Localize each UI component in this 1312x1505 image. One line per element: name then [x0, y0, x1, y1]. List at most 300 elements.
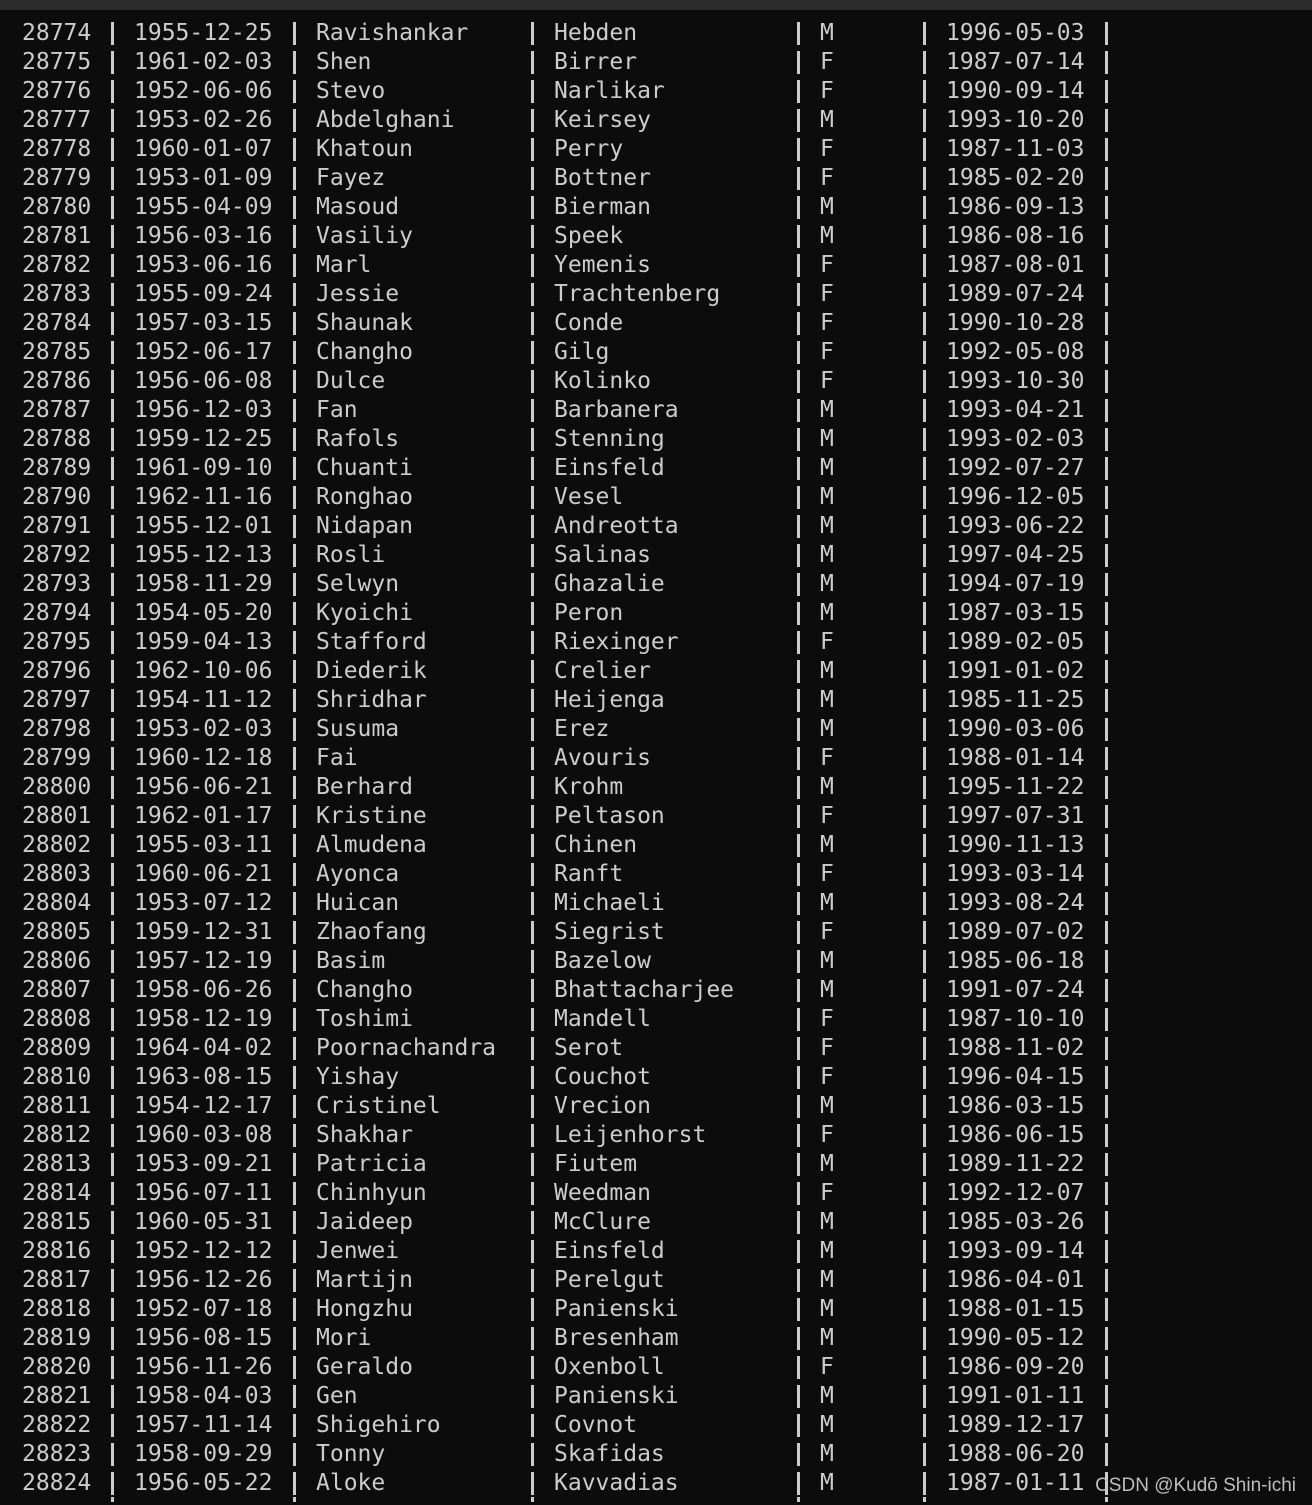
table-row: [0, 802, 1312, 831]
column-separator: [923, 892, 926, 915]
hire-date-cell: 1993-02-03: [946, 426, 1085, 452]
column-separator: [293, 1298, 296, 1321]
gender-cell: M: [820, 484, 834, 510]
last-name-cell: Chinen: [554, 832, 638, 858]
table-row: [0, 251, 1312, 280]
column-separator: [111, 399, 114, 422]
table-row: [0, 193, 1312, 222]
last-name-cell: Hebden: [554, 20, 638, 46]
emp-no-cell: 28794: [22, 600, 92, 626]
column-separator: [111, 689, 114, 712]
column-separator: [293, 22, 296, 45]
column-separator: [111, 921, 114, 944]
last-name-cell: Leijenhorst: [554, 1122, 707, 1148]
column-separator: [797, 979, 800, 1002]
column-separator: [797, 1385, 800, 1408]
column-separator: [293, 1472, 296, 1495]
column-separator: [111, 834, 114, 857]
emp-no-cell: 28795: [22, 629, 92, 655]
emp-no-cell: 28804: [22, 890, 92, 916]
table-row: [0, 686, 1312, 715]
column-separator: [293, 863, 296, 886]
first-name-cell: Fan: [316, 397, 358, 423]
table-row: [0, 309, 1312, 338]
column-separator: [531, 1472, 534, 1495]
column-separator: [797, 486, 800, 509]
table-row: [0, 1295, 1312, 1324]
birth-date-cell: 1957-11-14: [134, 1412, 273, 1438]
watermark: CSDN @Kudō Shin-ichi: [1095, 1475, 1296, 1496]
emp-no-cell: 28775: [22, 49, 92, 75]
column-separator: [1105, 196, 1108, 219]
hire-date-cell: 1986-06-15: [946, 1122, 1085, 1148]
birth-date-cell: 1958-04-03: [134, 1383, 273, 1409]
column-separator: [1105, 718, 1108, 741]
first-name-cell: Aloke: [316, 1470, 386, 1496]
first-name-cell: Tonny: [316, 1441, 386, 1467]
column-separator: [797, 602, 800, 625]
column-separator: [1105, 1414, 1108, 1437]
column-separator: [293, 399, 296, 422]
column-separator: [923, 1153, 926, 1176]
hire-date-cell: 1987-07-14: [946, 49, 1085, 75]
column-separator: [797, 51, 800, 74]
table-row: [0, 1150, 1312, 1179]
column-separator: [111, 22, 114, 45]
column-separator: [111, 254, 114, 277]
last-name-cell: Speek: [554, 223, 624, 249]
emp-no-cell: 28792: [22, 542, 92, 568]
birth-date-cell: 1963-08-15: [134, 1064, 273, 1090]
gender-cell: M: [820, 977, 834, 1003]
gender-cell: F: [820, 1035, 834, 1061]
column-separator: [531, 283, 534, 306]
column-separator: [293, 573, 296, 596]
column-separator: [797, 1356, 800, 1379]
table-row: [0, 628, 1312, 657]
first-name-cell: Hongzhu: [316, 1296, 413, 1322]
column-separator: [531, 341, 534, 364]
column-separator: [923, 544, 926, 567]
gender-cell: M: [820, 426, 834, 452]
last-name-cell: Kolinko: [554, 368, 651, 394]
emp-no-cell: 28780: [22, 194, 92, 220]
hire-date-cell: 1989-07-24: [946, 281, 1085, 307]
emp-no-cell: 28800: [22, 774, 92, 800]
emp-no-cell: 28821: [22, 1383, 92, 1409]
column-separator: [111, 1037, 114, 1060]
column-separator: [293, 1497, 296, 1502]
hire-date-cell: 1994-07-19: [946, 571, 1085, 597]
column-separator: [111, 283, 114, 306]
hire-date-cell: 1993-09-14: [946, 1238, 1085, 1264]
column-separator: [531, 602, 534, 625]
gender-cell: F: [820, 1180, 834, 1206]
column-separator: [111, 1095, 114, 1118]
column-separator: [923, 776, 926, 799]
column-separator: [531, 1414, 534, 1437]
birth-date-cell: 1956-03-16: [134, 223, 273, 249]
column-separator: [293, 138, 296, 161]
emp-no-cell: 28813: [22, 1151, 92, 1177]
birth-date-cell: 1953-01-09: [134, 165, 273, 191]
column-separator: [1105, 109, 1108, 132]
birth-date-cell: 1957-12-19: [134, 948, 273, 974]
column-separator: [797, 109, 800, 132]
column-separator: [797, 167, 800, 190]
column-separator: [293, 515, 296, 538]
last-name-cell: Panienski: [554, 1296, 679, 1322]
column-separator: [797, 892, 800, 915]
emp-no-cell: 28786: [22, 368, 92, 394]
column-separator: [111, 805, 114, 828]
hire-date-cell: 1992-05-08: [946, 339, 1085, 365]
last-name-cell: Ghazalie: [554, 571, 665, 597]
column-separator: [531, 660, 534, 683]
column-separator: [923, 834, 926, 857]
first-name-cell: Rafols: [316, 426, 400, 452]
last-name-cell: Perry: [554, 136, 624, 162]
hire-date-cell: 1993-10-30: [946, 368, 1085, 394]
emp-no-cell: 28814: [22, 1180, 92, 1206]
column-separator: [531, 109, 534, 132]
column-separator: [797, 254, 800, 277]
first-name-cell: Fai: [316, 745, 358, 771]
gender-cell: M: [820, 600, 834, 626]
gender-cell: M: [820, 223, 834, 249]
hire-date-cell: 1986-04-01: [946, 1267, 1085, 1293]
column-separator: [797, 515, 800, 538]
last-name-cell: Serot: [554, 1035, 624, 1061]
table-row: [0, 164, 1312, 193]
column-separator: [531, 1153, 534, 1176]
column-separator: [293, 109, 296, 132]
column-separator: [923, 167, 926, 190]
hire-date-cell: 1997-04-25: [946, 542, 1085, 568]
gender-cell: M: [820, 194, 834, 220]
birth-date-cell: 1956-06-08: [134, 368, 273, 394]
column-separator: [293, 892, 296, 915]
gender-cell: F: [820, 310, 834, 336]
column-separator: [1105, 1095, 1108, 1118]
birth-date-cell: 1955-12-01: [134, 513, 273, 539]
partial-row: [0, 1497, 1312, 1505]
column-separator: [797, 660, 800, 683]
first-name-cell: Patricia: [316, 1151, 427, 1177]
column-separator: [293, 718, 296, 741]
last-name-cell: Vesel: [554, 484, 624, 510]
column-separator: [531, 979, 534, 1002]
column-separator: [1105, 631, 1108, 654]
column-separator: [923, 312, 926, 335]
emp-no-cell: 28806: [22, 948, 92, 974]
last-name-cell: Andreotta: [554, 513, 679, 539]
emp-no-cell: 28779: [22, 165, 92, 191]
column-separator: [531, 486, 534, 509]
column-separator: [797, 428, 800, 451]
emp-no-cell: 28790: [22, 484, 92, 510]
column-separator: [293, 689, 296, 712]
hire-date-cell: 1988-01-15: [946, 1296, 1085, 1322]
gender-cell: M: [820, 1325, 834, 1351]
gender-cell: F: [820, 745, 834, 771]
hire-date-cell: 1996-05-03: [946, 20, 1085, 46]
hire-date-cell: 1990-05-12: [946, 1325, 1085, 1351]
column-separator: [111, 428, 114, 451]
column-separator: [111, 631, 114, 654]
column-separator: [1105, 1066, 1108, 1089]
column-separator: [293, 1037, 296, 1060]
column-separator: [1105, 747, 1108, 770]
column-separator: [923, 399, 926, 422]
column-separator: [293, 1124, 296, 1147]
column-separator: [293, 1182, 296, 1205]
column-separator: [293, 486, 296, 509]
hire-date-cell: 1985-02-20: [946, 165, 1085, 191]
column-separator: [797, 1037, 800, 1060]
table-row: [0, 1208, 1312, 1237]
column-separator: [923, 1327, 926, 1350]
emp-no-cell: 28807: [22, 977, 92, 1003]
first-name-cell: Geraldo: [316, 1354, 413, 1380]
emp-no-cell: 28793: [22, 571, 92, 597]
column-separator: [797, 312, 800, 335]
column-separator: [293, 1414, 296, 1437]
emp-no-cell: 28818: [22, 1296, 92, 1322]
table-row: [0, 135, 1312, 164]
window-top-strip: [0, 0, 1312, 10]
column-separator: [1105, 486, 1108, 509]
gender-cell: F: [820, 281, 834, 307]
birth-date-cell: 1959-12-25: [134, 426, 273, 452]
emp-no-cell: 28787: [22, 397, 92, 423]
column-separator: [111, 573, 114, 596]
hire-date-cell: 1993-03-14: [946, 861, 1085, 887]
hire-date-cell: 1989-02-05: [946, 629, 1085, 655]
column-separator: [923, 805, 926, 828]
first-name-cell: Shakhar: [316, 1122, 413, 1148]
first-name-cell: Ronghao: [316, 484, 413, 510]
last-name-cell: Kavvadias: [554, 1470, 679, 1496]
column-separator: [923, 1037, 926, 1060]
column-separator: [293, 544, 296, 567]
hire-date-cell: 1992-07-27: [946, 455, 1085, 481]
emp-no-cell: 28820: [22, 1354, 92, 1380]
column-separator: [531, 1037, 534, 1060]
birth-date-cell: 1954-05-20: [134, 600, 273, 626]
emp-no-cell: 28816: [22, 1238, 92, 1264]
birth-date-cell: 1961-02-03: [134, 49, 273, 75]
first-name-cell: Selwyn: [316, 571, 400, 597]
column-separator: [1105, 1037, 1108, 1060]
birth-date-cell: 1952-12-12: [134, 1238, 273, 1264]
emp-no-cell: 28776: [22, 78, 92, 104]
column-separator: [531, 573, 534, 596]
column-separator: [1105, 1153, 1108, 1176]
column-separator: [111, 312, 114, 335]
first-name-cell: Fayez: [316, 165, 386, 191]
column-separator: [923, 921, 926, 944]
gender-cell: M: [820, 397, 834, 423]
column-separator: [111, 1497, 114, 1502]
hire-date-cell: 1986-09-13: [946, 194, 1085, 220]
birth-date-cell: 1956-06-21: [134, 774, 273, 800]
column-separator: [293, 747, 296, 770]
hire-date-cell: 1985-03-26: [946, 1209, 1085, 1235]
birth-date-cell: 1954-12-17: [134, 1093, 273, 1119]
column-separator: [1105, 51, 1108, 74]
first-name-cell: Jessie: [316, 281, 400, 307]
first-name-cell: Susuma: [316, 716, 400, 742]
gender-cell: M: [820, 1412, 834, 1438]
column-separator: [1105, 776, 1108, 799]
column-separator: [923, 1385, 926, 1408]
column-separator: [111, 1472, 114, 1495]
birth-date-cell: 1956-11-26: [134, 1354, 273, 1380]
column-separator: [531, 225, 534, 248]
column-separator: [923, 747, 926, 770]
last-name-cell: Keirsey: [554, 107, 651, 133]
column-separator: [531, 370, 534, 393]
column-separator: [531, 863, 534, 886]
table-row: [0, 1237, 1312, 1266]
birth-date-cell: 1962-11-16: [134, 484, 273, 510]
column-separator: [111, 1385, 114, 1408]
emp-no-cell: 28799: [22, 745, 92, 771]
birth-date-cell: 1953-09-21: [134, 1151, 273, 1177]
first-name-cell: Shigehiro: [316, 1412, 441, 1438]
first-name-cell: Berhard: [316, 774, 413, 800]
hire-date-cell: 1993-04-21: [946, 397, 1085, 423]
emp-no-cell: 28798: [22, 716, 92, 742]
hire-date-cell: 1989-11-22: [946, 1151, 1085, 1177]
column-separator: [531, 1240, 534, 1263]
birth-date-cell: 1958-11-29: [134, 571, 273, 597]
column-separator: [797, 689, 800, 712]
first-name-cell: Chinhyun: [316, 1180, 427, 1206]
column-separator: [1105, 341, 1108, 364]
column-separator: [531, 776, 534, 799]
column-separator: [111, 341, 114, 364]
table-row: [0, 657, 1312, 686]
last-name-cell: Heijenga: [554, 687, 665, 713]
table-row: [0, 367, 1312, 396]
birth-date-cell: 1953-02-26: [134, 107, 273, 133]
gender-cell: F: [820, 339, 834, 365]
column-separator: [111, 892, 114, 915]
column-separator: [797, 283, 800, 306]
column-separator: [293, 428, 296, 451]
birth-date-cell: 1958-09-29: [134, 1441, 273, 1467]
column-separator: [531, 196, 534, 219]
column-separator: [923, 1443, 926, 1466]
column-separator: [797, 138, 800, 161]
column-separator: [293, 950, 296, 973]
emp-no-cell: 28774: [22, 20, 92, 46]
column-separator: [111, 515, 114, 538]
column-separator: [293, 1211, 296, 1234]
table-row: [0, 338, 1312, 367]
hire-date-cell: 1988-01-14: [946, 745, 1085, 771]
table-row: [0, 570, 1312, 599]
last-name-cell: Salinas: [554, 542, 651, 568]
gender-cell: M: [820, 455, 834, 481]
last-name-cell: Narlikar: [554, 78, 665, 104]
birth-date-cell: 1956-12-26: [134, 1267, 273, 1293]
emp-no-cell: 28781: [22, 223, 92, 249]
column-separator: [797, 631, 800, 654]
first-name-cell: Gen: [316, 1383, 358, 1409]
first-name-cell: Poornachandra: [316, 1035, 497, 1061]
last-name-cell: Peltason: [554, 803, 665, 829]
column-separator: [1105, 1443, 1108, 1466]
emp-no-cell: 28783: [22, 281, 92, 307]
first-name-cell: Mori: [316, 1325, 372, 1351]
emp-no-cell: 28811: [22, 1093, 92, 1119]
column-separator: [797, 370, 800, 393]
gender-cell: M: [820, 20, 834, 46]
column-separator: [531, 254, 534, 277]
birth-date-cell: 1953-07-12: [134, 890, 273, 916]
table-row: [0, 454, 1312, 483]
column-separator: [797, 921, 800, 944]
column-separator: [797, 1414, 800, 1437]
column-separator: [797, 1153, 800, 1176]
last-name-cell: Michaeli: [554, 890, 665, 916]
terminal-output[interactable]: [0, 19, 1312, 1498]
column-separator: [923, 486, 926, 509]
last-name-cell: Weedman: [554, 1180, 651, 1206]
gender-cell: F: [820, 1006, 834, 1032]
first-name-cell: Masoud: [316, 194, 400, 220]
first-name-cell: Kyoichi: [316, 600, 413, 626]
column-separator: [531, 80, 534, 103]
emp-no-cell: 28809: [22, 1035, 92, 1061]
gender-cell: F: [820, 49, 834, 75]
column-separator: [1105, 515, 1108, 538]
last-name-cell: McClure: [554, 1209, 651, 1235]
birth-date-cell: 1958-12-19: [134, 1006, 273, 1032]
first-name-cell: Toshimi: [316, 1006, 413, 1032]
table-row: [0, 1034, 1312, 1063]
last-name-cell: Birrer: [554, 49, 638, 75]
column-separator: [923, 80, 926, 103]
birth-date-cell: 1955-04-09: [134, 194, 273, 220]
column-separator: [293, 370, 296, 393]
column-separator: [797, 1211, 800, 1234]
hire-date-cell: 1993-06-22: [946, 513, 1085, 539]
first-name-cell: Martijn: [316, 1267, 413, 1293]
column-separator: [111, 776, 114, 799]
first-name-cell: Cristinel: [316, 1093, 441, 1119]
first-name-cell: Huican: [316, 890, 400, 916]
hire-date-cell: 1996-12-05: [946, 484, 1085, 510]
first-name-cell: Shaunak: [316, 310, 413, 336]
hire-date-cell: 1986-08-16: [946, 223, 1085, 249]
column-separator: [923, 1095, 926, 1118]
hire-date-cell: 1987-08-01: [946, 252, 1085, 278]
column-separator: [111, 370, 114, 393]
column-separator: [797, 22, 800, 45]
column-separator: [293, 921, 296, 944]
last-name-cell: Panienski: [554, 1383, 679, 1409]
column-separator: [531, 1497, 534, 1502]
column-separator: [293, 196, 296, 219]
hire-date-cell: 1993-10-20: [946, 107, 1085, 133]
column-separator: [797, 1008, 800, 1031]
gender-cell: M: [820, 774, 834, 800]
table-row: [0, 599, 1312, 628]
